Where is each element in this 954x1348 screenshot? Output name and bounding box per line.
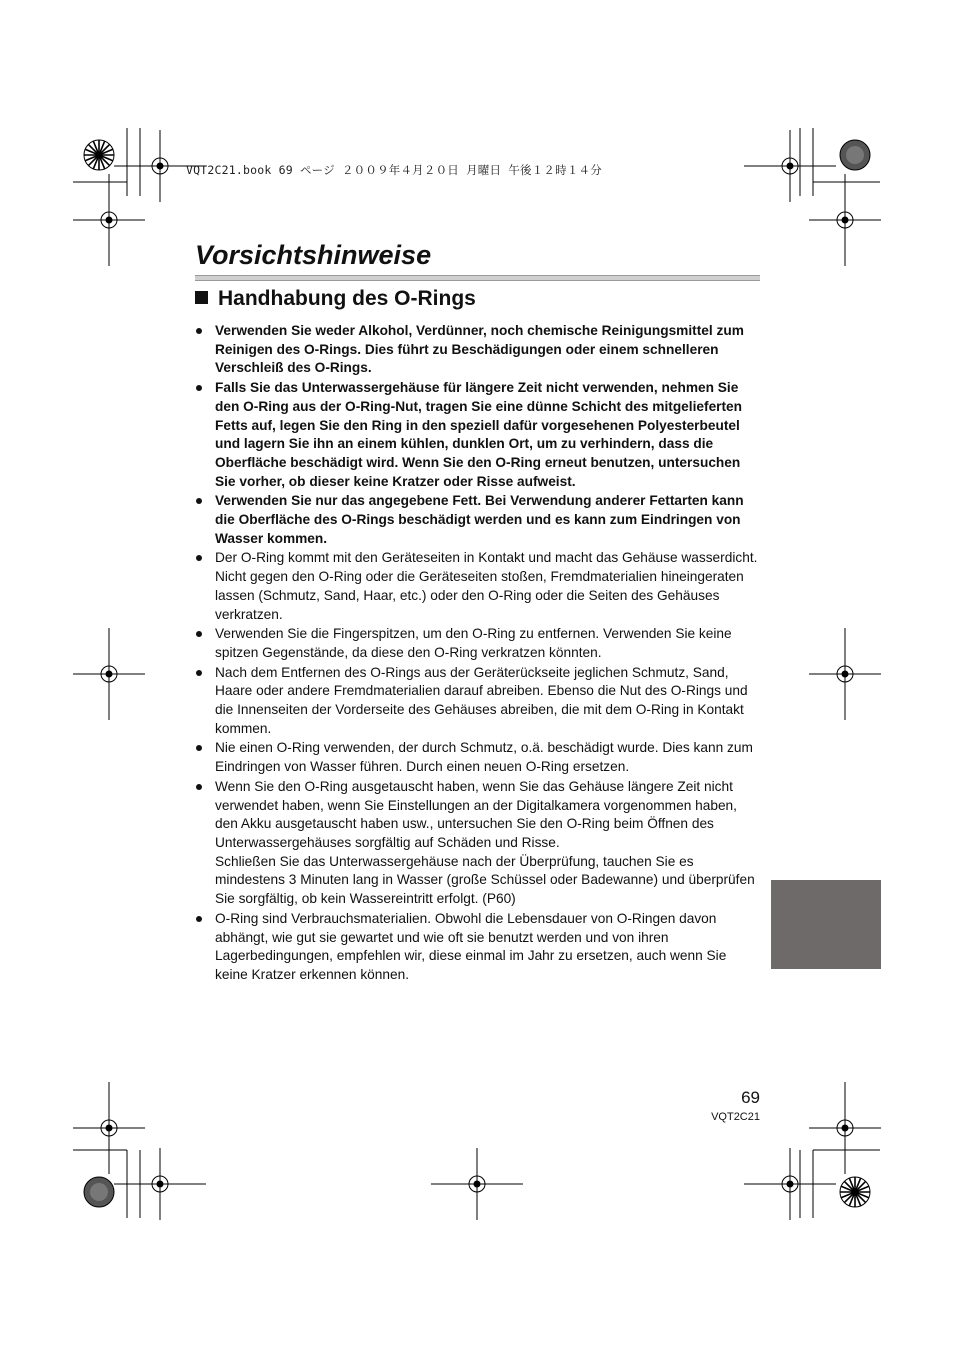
- bullet-icon: [196, 385, 202, 391]
- bullet-icon: [196, 670, 202, 676]
- bullet-item: [195, 664, 760, 739]
- bullet-icon: [196, 555, 202, 561]
- page-title: Vorsichtshinweise: [195, 240, 432, 270]
- page-number: 69: [741, 1088, 760, 1107]
- bullet-item: [195, 625, 760, 662]
- black-square-icon: [195, 291, 208, 304]
- section-heading-text: Handhabung des O-Rings: [218, 287, 476, 310]
- document-code: VQT2C21: [711, 1111, 760, 1123]
- bullet-item: [195, 492, 760, 548]
- bullet-text: Verwenden Sie nur das angegebene Fett. Bei Verwendung anderer Fettarten kann die Oberfläche des O-Rings beschädigt werden und es kann zum Eindringen von Wasser kommen.: [215, 493, 744, 546]
- bullet-item: [195, 778, 760, 909]
- print-header: VQT2C21.book 69 ページ ２００９年４月２０日 月曜日 午後１２時１４分: [186, 163, 602, 177]
- bullet-icon: [196, 631, 202, 637]
- bullet-text: Verwenden Sie die Fingerspitzen, um den O-Ring zu entfernen. Verwenden Sie keine spitzen Gegenstände, da diese den O-Ring verkratzen könnten.: [215, 626, 732, 660]
- bullet-item: [195, 549, 760, 624]
- bullet-item: [195, 322, 760, 378]
- bullet-text: Falls Sie das Unterwassergehäuse für längere Zeit nicht verwenden, nehmen Sie den O-Ring aus der O-Ring-Nut, tragen Sie eine dünne Schicht des mitgelieferten Fetts auf, legen Sie den Ring in den speziell dafür vorgesehenen Polyesterbeutel und lagern Sie ihn an einem kühlen, dunklen Ort, um zu verhindern, dass die Oberfläche beschädigt wird. Wenn Sie den O-Ring erneut benutzen, untersuchen Sie vorher, ob dieser keine Kratzer oder Risse aufweist.: [215, 380, 743, 489]
- bullet-text: Wenn Sie den O-Ring ausgetauscht haben, wenn Sie das Gehäuse längere Zeit nicht verwendet haben, wenn Sie Einstellungen an der Digitalkamera vorgenommen haben, den Akku ausgetauscht haben usw., untersuchen Sie den O-Ring beim Öffnen des Unterwassergehäuses sorgfältig auf Schäden und Risse.: [215, 778, 737, 850]
- chapter-side-tab: [771, 880, 881, 969]
- bullet-text: Nach dem Entfernen des O-Rings aus der Geräterückseite jeglichen Schmutz, Sand, Haare oder andere Fremdmaterialien darauf abreiben. Ebenso die Nut des O-Rings und die Innenseiten der Vorderseite des Gehäuses abreiben, die mit dem O-Ring in Kontakt kommen.: [215, 664, 748, 736]
- bullet-icon: [196, 328, 202, 334]
- bullet-icon: [196, 784, 202, 790]
- bullet-text: O-Ring sind Verbrauchsmaterialien. Obwohl die Lebensdauer von O-Ringen davon abhängt, wie gut sie gewartet und wie oft sie benutzt werden und von ihren Lagerbedingungen, empfehlen wir, diese einmal im Jahr zu ersetzen, auch wenn Sie keine Kratzer erkennen können.: [215, 910, 727, 982]
- bullet-text-continued: Schließen Sie das Unterwassergehäuse nach der Überprüfung, tauchen Sie es mindestens 3 Minuten lang in Wasser (große Schüssel oder Badewanne) und überprüfen Sie sorgfältig, ob kein Wassereintritt erfolgt. (P60): [215, 853, 755, 907]
- bullet-item: [195, 910, 760, 985]
- bullet-text: Der O-Ring kommt mit den Geräteseiten in Kontakt und macht das Gehäuse wasserdicht. Nicht gegen den O-Ring oder die Geräteseiten stoßen, Fremdmaterialien hineingeraten lassen (Schmutz, Sand, Haar, etc.) oder den O-Ring oder die Seiten des Gehäuses verkratzen.: [215, 550, 758, 622]
- bullet-icon: [196, 916, 202, 922]
- section-heading: [195, 287, 476, 311]
- bullet-text: Nie einen O-Ring verwenden, der durch Schmutz, o.ä. beschädigt wurde. Dies kann zum Eindringen von Wasser führen. Durch einen neuen O-Ring ersetzen.: [215, 740, 753, 775]
- bullet-item: [195, 739, 760, 776]
- bullet-text: Verwenden Sie weder Alkohol, Verdünner, noch chemische Reinigungsmittel zum Reinigen des O-Rings. Dies führt zu Beschädigungen oder einem schnelleren Verschleiß des O-Rings.: [215, 323, 744, 376]
- title-rule: [195, 275, 760, 281]
- bullet-icon: [196, 745, 202, 751]
- bullet-icon: [196, 498, 202, 504]
- bullet-list: [195, 322, 760, 986]
- bullet-item: [195, 379, 760, 491]
